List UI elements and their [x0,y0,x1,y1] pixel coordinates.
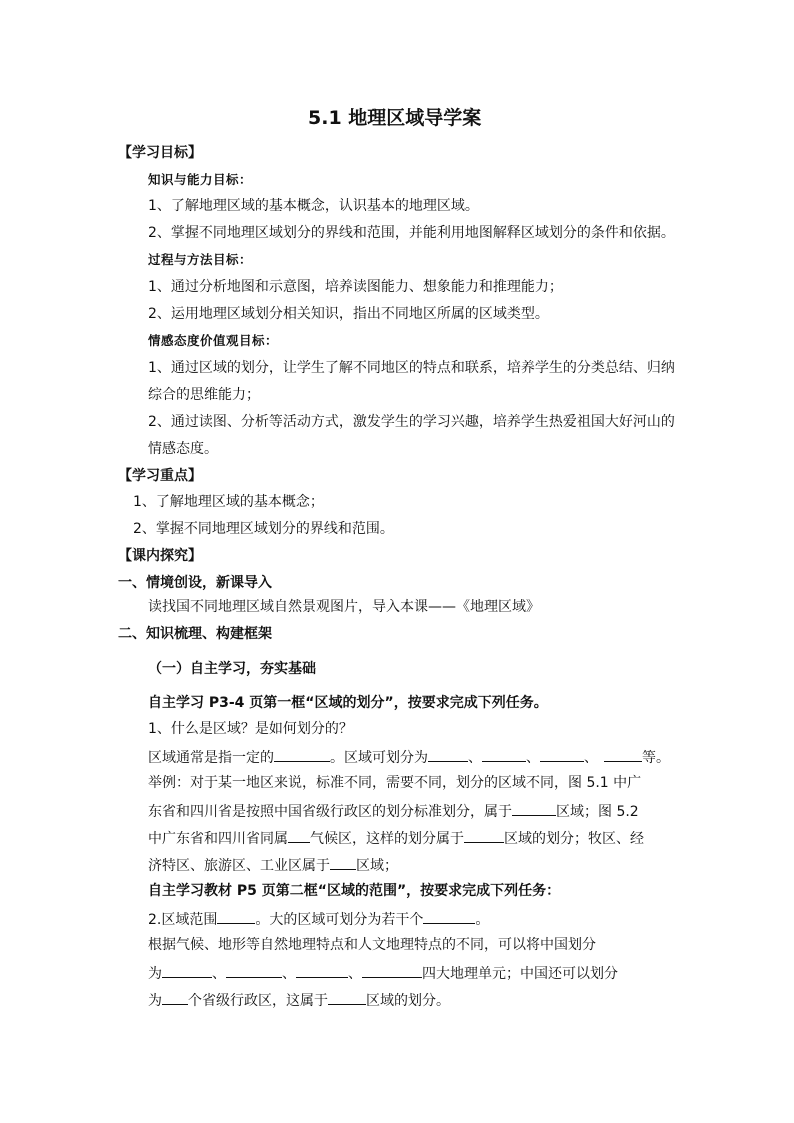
text: 、 [468,750,482,766]
text: 四大地理单元；中国还可以划分 [422,966,618,982]
knowledge-goal-2: 2、掌握不同地理区域划分的界线和范围，并能利用地图解释区域划分的条件和依据。 [148,225,675,241]
page-title: 5.1 地理区域导学案 [308,107,482,129]
text: 区域的划分。 [366,993,450,1009]
text: 。大的区域可划分为若干个 [255,912,424,928]
text: 、 [282,966,296,982]
q2-line-2: 根据气候、地形等自然地理特点和人文地理特点的不同，可以将中国划分 [148,937,596,953]
question-1: 1、什么是区域？是如何划分的？ [148,721,353,737]
answer-blank[interactable] [226,962,282,978]
text: 。区域可划分为 [330,750,428,766]
knowledge-goals-header: 知识与能力目标： [148,172,253,187]
answer-blank[interactable] [423,908,475,924]
emotion-goal-2b: 情感态度。 [148,441,218,457]
text: 。 [475,912,490,928]
answer-blank[interactable] [512,800,556,816]
process-goals-header: 过程与方法目标： [148,252,253,267]
answer-blank[interactable] [274,746,330,762]
text: 、 [348,966,362,982]
part2-subheader: （一）自主学习，夯实基础 [148,661,316,677]
q2-line-4 [148,989,450,1011]
text: 2.区域范围 [148,912,218,928]
answer-blank[interactable] [296,962,348,978]
answer-blank[interactable] [482,746,526,762]
answer-blank[interactable] [162,989,188,1005]
answer-blank[interactable] [604,746,642,762]
text: 中广东省和四川省同属 [148,831,288,847]
explore-header: 【课内探究】 [118,548,202,564]
q1-line-3 [148,800,639,822]
text: 东省和四川省是按照中国省级行政区的划分标准划分，属于 [148,804,512,820]
part1-header: 一、情境创设，新课导入 [118,575,272,591]
q1-line-2: 举例：对于某一地区来说，标准不同，需要不同，划分的区域不同，图 5.1 中广 [148,775,642,791]
answer-blank[interactable] [328,989,366,1005]
knowledge-goal-1: 1、了解地理区域的基本概念，认识基本的地理区域。 [148,198,479,214]
answer-blank[interactable] [330,854,356,870]
answer-blank[interactable] [362,962,422,978]
process-goal-1: 1、通过分析地图和示意图，培养读图能力、想象能力和推理能力； [148,279,563,295]
emotion-goal-2a: 2、通过读图、分析等活动方式，激发学生的学习兴趣，培养学生热爱祖国大好河山的 [148,414,675,430]
text: 济特区、旅游区、工业区属于 [148,858,330,874]
emotion-goal-1a: 1、通过区域的划分，让学生了解不同地区的特点和联系，培养学生的分类总结、归纳 [148,360,675,376]
text: 为 [148,966,162,982]
text: 等。 [642,750,670,766]
answer-blank[interactable] [217,908,255,924]
q2-line-3 [148,962,618,984]
text: 、 [212,966,226,982]
task2-header: 自主学习教材 P5 页第二框“区域的范围”，按要求完成下列任务： [148,883,561,899]
text: 气候区，这样的划分属于 [310,831,464,847]
goals-header: 【学习目标】 [118,145,202,161]
text: 区域的划分；牧区、经 [504,831,644,847]
part2-header: 二、知识梳理、构建框架 [118,626,272,642]
answer-blank[interactable] [540,746,584,762]
emotion-goal-1b: 综合的思维能力； [148,387,260,403]
q1-line-5 [148,854,398,876]
text: 区域通常是指一定的 [148,750,274,766]
text: 、 [526,750,540,766]
answer-blank[interactable] [464,827,504,843]
q2-line-1 [148,908,489,930]
focus-item-1: 1、了解地理区域的基本概念； [133,494,324,510]
text: 区域；图 5.2 [556,804,639,820]
text: 为 [148,993,162,1009]
focus-header: 【学习重点】 [118,468,202,484]
task1-header: 自主学习 P3-4 页第一框“区域的划分”，按要求完成下列任务。 [148,695,548,711]
process-goal-2: 2、运用地理区域划分相关知识，指出不同地区所属的区域类型。 [148,306,549,322]
text: 区域； [356,858,398,874]
text: 个省级行政区，这属于 [188,993,328,1009]
q1-line-1 [148,746,670,768]
text: 、 [584,750,598,766]
focus-item-2: 2、掌握不同地理区域划分的界线和范围。 [133,521,394,537]
answer-blank[interactable] [162,962,212,978]
answer-blank[interactable] [288,827,310,843]
part1-text: 读找国不同地理区域自然景观图片，导入本课——《地理区域》 [148,599,540,615]
q1-line-4 [148,827,644,849]
answer-blank[interactable] [428,746,468,762]
emotion-goals-header: 情感态度价值观目标： [148,333,279,348]
